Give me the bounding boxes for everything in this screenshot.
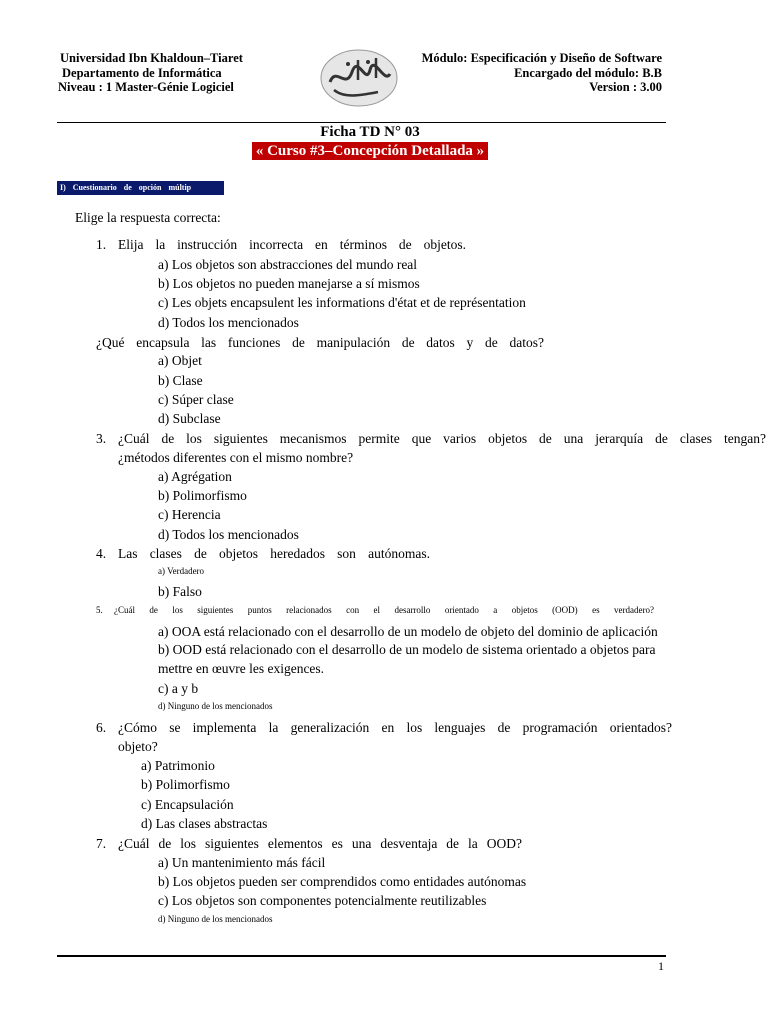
module-name: Módulo: Especificación y Diseño de Software [421,51,662,65]
answer-option: b) Polimorfismo [158,488,247,503]
answer-option: a) Agrégation [158,469,232,484]
university-name: Universidad Ibn Khaldoun–Tiaret [60,51,243,65]
answer-option: d) Las clases abstractas [141,816,268,831]
question-number: 1. [96,237,107,252]
document-version: Version : 3.00 [589,80,662,94]
section-heading: I) Cuestionario de opción múltip [57,181,224,195]
question-number: 4. [96,546,107,561]
answer-option: d) Todos los mencionados [158,315,299,330]
question-text: ¿Cuál de los siguientes puntos relacionados con el desarrollo orientado a objetos (OOD) es verdadero? [114,605,654,615]
answer-option: a) Los objetos son abstracciones del mundo real [158,257,418,272]
question-text: ¿Cuál de los siguientes mecanismos permite que varios objetos de una jerarquía de clases tengan? [118,431,766,446]
question-number: 5. [96,605,103,615]
answer-option-continued: mettre en œuvre les exigences. [158,661,325,676]
department-name: Departamento de Informática [62,65,222,80]
answer-option: a) Patrimonio [141,758,215,773]
header-divider [57,122,666,123]
question-number: 7. [96,836,107,851]
page-title: Ficha TD N° 03 [320,124,420,140]
answer-option: a) Verdadero [158,566,205,576]
question-text: Elija la instrucción incorrecta en términos de objetos. [118,237,466,252]
university-logo [318,46,400,110]
answer-option: c) Encapsulación [141,797,234,812]
answer-option: d) Subclase [158,411,221,426]
instruction-text: Elige la respuesta correcta: [75,210,221,225]
question-text: ¿Cuál de los siguientes elementos es una desventaja de la OOD? [118,836,522,851]
module-header [422,51,662,95]
answer-option: c) Súper clase [158,392,234,407]
answer-option: c) Los objetos son componentes potencialmente reutilizables [158,893,487,908]
institution-header [60,51,243,95]
answer-option: b) Los objetos pueden ser comprendidos como entidades autónomas [158,874,527,889]
answer-option: a) Objet [158,353,202,368]
answer-option: b) Polimorfismo [141,777,230,792]
page-number: 1 [658,959,664,973]
answer-option: b) Falso [158,584,202,599]
question-number: 6. [96,720,107,735]
answer-option: d) Ninguno de los mencionados [158,701,273,711]
answer-option: b) Los objetos no pueden manejarse a sí mismos [158,276,420,291]
answer-option: b) OOD está relacionado con el desarrollo de un modelo de sistema orientado a objetos para [158,642,656,657]
question-text: Las clases de objetos heredados son autónomas. [118,546,430,561]
answer-option: c) Les objets encapsulent les informations d'état et de représentation [158,295,526,310]
answer-option: d) Ninguno de los mencionados [158,914,273,924]
answer-option: a) OOA está relacionado con el desarrollo de un modelo de objeto del dominio de aplicación [158,624,658,639]
question-number: 3. [96,431,107,446]
answer-option: c) Herencia [158,507,221,522]
question-text: ¿Qué encapsula las funciones de manipulación de datos y de datos? [96,335,544,350]
module-instructor: Encargado del módulo: B.B [514,65,662,80]
answer-option: a) Un mantenimiento más fácil [158,855,326,870]
question-text: ¿Cómo se implementa la generalización en los lenguajes de programación orientados? [118,720,672,735]
page-subtitle: « Curso #3–Concepción Detallada » [252,142,488,160]
footer-divider [57,955,666,957]
question-text-continued: objeto? [118,739,158,754]
answer-option: d) Todos los mencionados [158,527,299,542]
question-text-continued: ¿métodos diferentes con el mismo nombre? [118,450,354,465]
answer-option: b) Clase [158,373,203,388]
answer-option: c) a y b [158,681,199,696]
level-name: Niveau : 1 Master-Génie Logiciel [58,80,234,94]
